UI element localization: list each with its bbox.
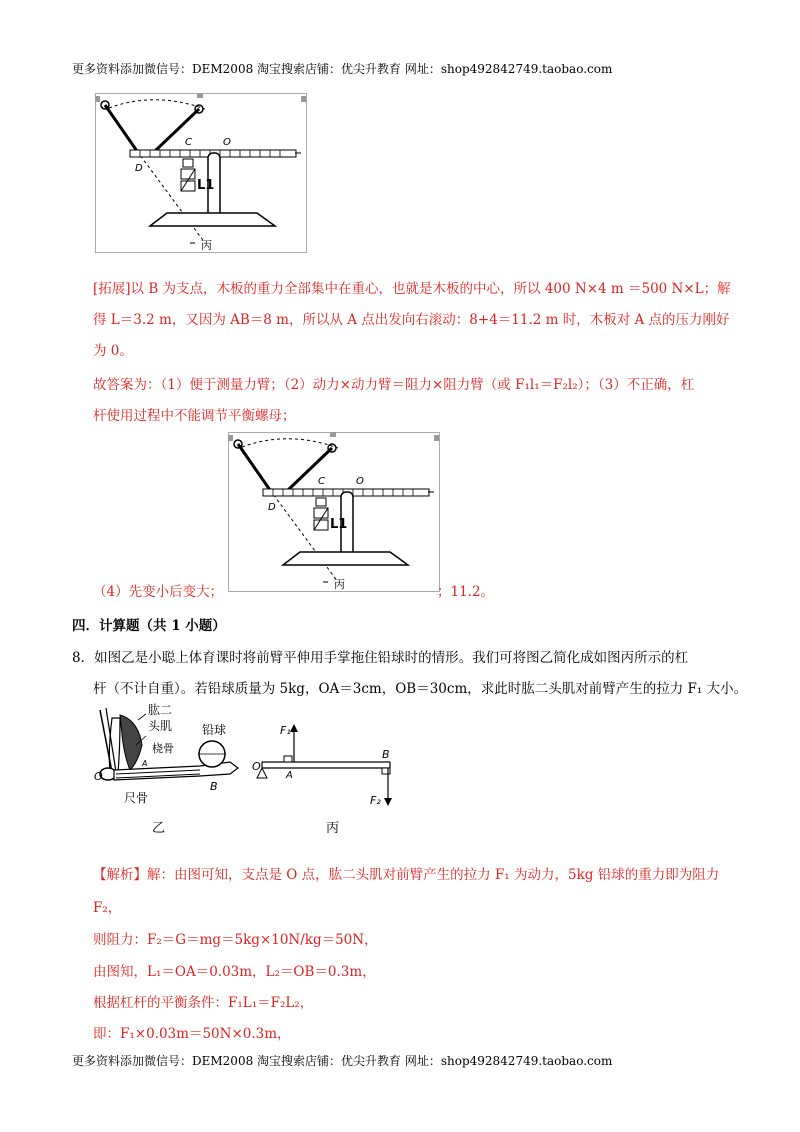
solution-line-1: 【解析】解：由图可知，支点是 O 点，肱二头肌对前臂产生的拉力 F₁ 为动力，5kg 铅球的重力即为阻力 [93, 867, 720, 883]
label-b-right: B [382, 748, 390, 761]
label-ulna: 尺骨 [124, 791, 149, 805]
label-c: C [318, 476, 325, 487]
solution-line-4: 由图知，L₁＝OA＝0.03m，L₂＝OB＝0.3m， [93, 964, 376, 980]
extension-line-2: 得 L＝3.2 m，又因为 AB＝8 m，所以从 A 点出发向右滚动：8+4＝11.2 m 时，木板对 A 点的压力刚好 [93, 312, 730, 328]
page-header: 更多资料添加微信号：DEM2008 淘宝搜索店铺：优尖升教育 网址：shop492842749.taobao.com [72, 62, 613, 76]
label-o-left: O [94, 770, 103, 783]
label-o-right: O [252, 760, 261, 773]
label-b-left: B [210, 780, 218, 793]
solution-line-5: 根据杠杆的平衡条件：F₁L₁＝F₂L₂， [93, 995, 314, 1011]
section-title: 四．计算题（共 1 小题） [72, 618, 226, 634]
label-ball: 铅球 [202, 723, 227, 737]
caption-right: 丙 [326, 821, 340, 836]
answer-line-3-right: ；11.2。 [437, 584, 495, 600]
label-l1: L1 [330, 517, 348, 532]
label-f2: F₂ [370, 794, 381, 807]
lever-figure-answer [228, 432, 440, 592]
question-line-2: 杆（不计自重）。若铅球质量为 5kg，OA＝3cm，OB＝30cm，求此时肱二头肌对前臂产生的拉力 F₁ 大小。 [93, 681, 748, 697]
solution-line-3: 则阻力：F₂＝G＝mg＝5kg×10N/kg＝50N， [93, 932, 378, 948]
solution-line-6: 即：F₁×0.03m＝50N×0.3m， [93, 1026, 291, 1042]
answer-line-1: 故答案为：（1）便于测量力臂；（2）动力×动力臂＝阻力×阻力臂（或 F₁l₁＝F₂l₂）；（3）不正确，杠 [93, 377, 695, 393]
label-l1: L1 [197, 178, 215, 193]
answer-line-2: 杆使用过程中不能调节平衡螺母； [93, 408, 296, 424]
solution-line-2: F₂， [93, 900, 122, 916]
page-footer: 更多资料添加微信号：DEM2008 淘宝搜索店铺：优尖升教育 网址：shop492842749.taobao.com [72, 1054, 613, 1068]
label-d: D [135, 163, 143, 174]
label-biceps: 肱二 [148, 703, 173, 717]
question-line-1: 8．如图乙是小聪上体育课时将前臂平伸用手掌拖住铅球时的情形。我们可将图乙简化成如图丙所示的杠 [72, 650, 689, 666]
label-biceps-2: 头肌 [148, 719, 173, 733]
label-d: D [268, 502, 276, 513]
lever-figure-top [95, 93, 307, 253]
arm-lever-figure [90, 700, 410, 840]
label-a-left: A [142, 759, 148, 768]
label-a-right: A [286, 770, 293, 781]
label-radius: 桡骨 [152, 742, 174, 755]
figure-caption: 丙 [334, 578, 345, 591]
extension-line-1: [拓展]以 B 为支点，木板的重力全部集中在重心，也就是木板的中心，所以 400 N×4 m ＝500 N×L；解 [93, 281, 731, 297]
label-o: O [356, 476, 364, 487]
answer-line-3-left: （4）先变小后变大； [93, 584, 224, 600]
label-o: O [223, 137, 231, 148]
extension-line-3: 为 0。 [93, 343, 133, 359]
figure-caption: 丙 [201, 239, 212, 252]
caption-left: 乙 [152, 821, 166, 836]
label-c: C [185, 137, 192, 148]
label-f1: F₁ [280, 724, 291, 737]
